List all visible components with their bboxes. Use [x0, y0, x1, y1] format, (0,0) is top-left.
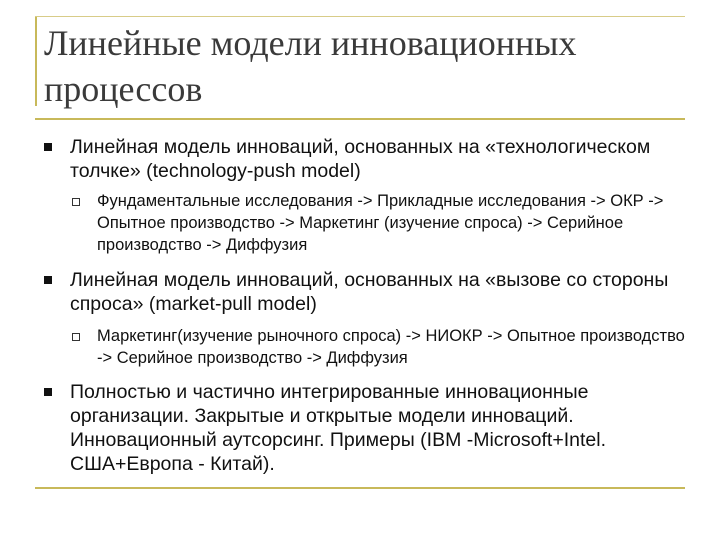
square-bullet-icon — [44, 276, 52, 284]
title-divider — [35, 118, 685, 120]
sub-bullet-text: Маркетинг(изучение рыночного спроса) -> НИОКР -> Опытное производство -> Серийное производство -> Диффузия — [97, 327, 685, 367]
slide-title: Линейные модели инновационных процессов — [44, 23, 577, 109]
bullet-text: Линейная модель инноваций, основанных на «вызове со стороны спроса» (market-pull model) — [70, 269, 669, 315]
square-bullet-icon — [44, 388, 52, 396]
bottom-divider — [35, 487, 685, 489]
hollow-square-bullet-icon — [72, 333, 80, 341]
square-bullet-icon — [44, 143, 52, 151]
sub-bullet-text: Фундаментальные исследования -> Прикладные исследования -> ОКР -> Опытное производство -> Маркетинг (изучение спроса) -> Серийное производство -> Диффузия — [97, 192, 664, 254]
bullet-text: Линейная модель инноваций, основанных на «технологическом толчке» (technology-push model) — [70, 136, 651, 182]
frame-top-line — [35, 16, 685, 17]
bullet-text: Полностью и частично интегрированные инновационные организации. Закрытые и открытые модели инноваций. Инновационный аутсорсинг. Примеры (IBM -Microsoft+Intel. США+Европа - Китай). — [70, 381, 606, 475]
frame-vertical-line — [35, 16, 37, 106]
hollow-square-bullet-icon — [72, 198, 80, 206]
